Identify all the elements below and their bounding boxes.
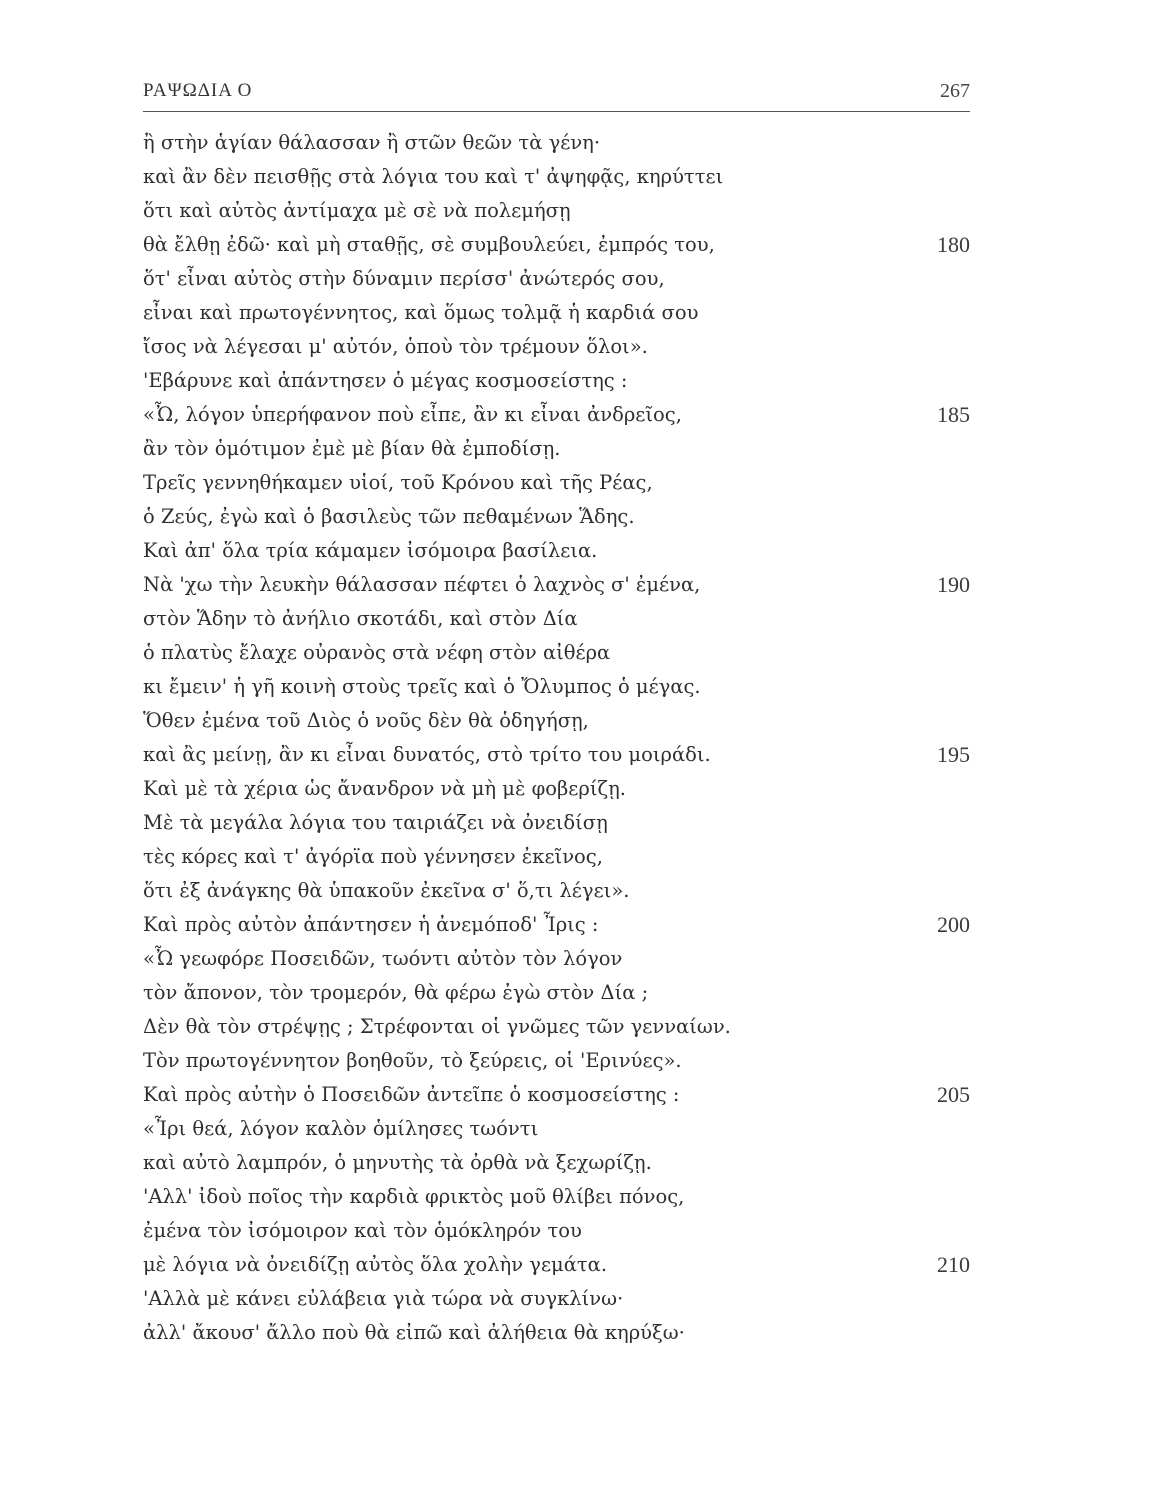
verse-text: Καὶ πρὸς αὐτὴν ὁ Ποσειδῶν ἀντεῖπε ὁ κοσμοσείστης : (143, 1083, 680, 1106)
verse-text: τὸν ἄπονον, τὸν τρομερόν, θὰ φέρω ἐγὼ στὸν Δία ; (143, 981, 649, 1004)
verse-line (143, 126, 970, 160)
verse-line (143, 228, 970, 262)
verse-text: ἢ στὴν ἁγίαν θάλασσαν ἢ στῶν θεῶν τὰ γένη· (143, 131, 601, 154)
verse-line (143, 874, 970, 908)
verse-line (143, 330, 970, 364)
verse-text: Καὶ πρὸς αὐτὸν ἀπάντησεν ἡ ἀνεμόποδ' Ἶρις : (143, 913, 599, 936)
line-number: 205 (937, 1082, 970, 1107)
running-head (143, 72, 970, 106)
verse-text: Τὸν πρωτογέννητον βοηθοῦν, τὸ ξεύρεις, οἱ 'Ερινύες». (143, 1049, 682, 1072)
verse-line (143, 738, 970, 772)
verse-block (143, 126, 970, 1350)
line-number: 200 (937, 912, 970, 937)
verse-text: ὁ Ζεύς, ἐγὼ καὶ ὁ βασιλεὺς τῶν πεθαμένων Ἅδης. (143, 505, 635, 528)
line-number: 180 (937, 232, 970, 257)
verse-text: ἂν τὸν ὁμότιμον ἐμὲ μὲ βίαν θὰ ἐμποδίσῃ. (143, 437, 561, 460)
verse-text: καὶ ἂν δὲν πεισθῇς στὰ λόγια του καὶ τ' ἀψηφᾷς, κηρύττει (143, 165, 724, 188)
verse-line (143, 806, 970, 840)
verse-text: εἶναι καὶ πρωτογέννητος, καὶ ὅμως τολμᾷ ἡ καρδιά σου (143, 301, 699, 324)
verse-line (143, 296, 970, 330)
verse-text: τὲς κόρες καὶ τ' ἀγόρϊα ποὺ γέννησεν ἐκεῖνος, (143, 845, 603, 868)
verse-text: «Ἶρι θεά, λόγον καλὸν ὁμίλησες τωόντι (143, 1117, 539, 1140)
verse-line (143, 364, 970, 398)
verse-text: Καὶ μὲ τὰ χέρια ὡς ἄνανδρον νὰ μὴ μὲ φοβερίζῃ. (143, 777, 626, 800)
verse-text: ἐμένα τὸν ἰσόμοιρον καὶ τὸν ὁμόκληρόν του (143, 1219, 582, 1242)
verse-line (143, 1044, 970, 1078)
line-number: 195 (937, 742, 970, 767)
verse-line (143, 1248, 970, 1282)
verse-line (143, 500, 970, 534)
verse-line (143, 534, 970, 568)
verse-line (143, 636, 970, 670)
verse-line (143, 160, 970, 194)
verse-line (143, 432, 970, 466)
line-number: 210 (937, 1252, 970, 1277)
verse-text: 'Αλλὰ μὲ κάνει εὐλάβεια γιὰ τώρα νὰ συγκλίνω· (143, 1287, 624, 1310)
verse-line (143, 1316, 970, 1350)
page-number: 267 (940, 80, 970, 102)
line-number: 185 (937, 402, 970, 427)
verse-text: ὁ πλατὺς ἔλαχε οὐρανὸς στὰ νέφη στὸν αἰθέρα (143, 641, 611, 664)
verse-line (143, 194, 970, 228)
verse-line (143, 466, 970, 500)
verse-line (143, 976, 970, 1010)
verse-text: Νὰ 'χω τὴν λευκὴν θάλασσαν πέφτει ὁ λαχνὸς σ' ἐμένα, (143, 573, 701, 596)
verse-line (143, 1180, 970, 1214)
verse-line (143, 1112, 970, 1146)
verse-line (143, 262, 970, 296)
verse-text: κι ἔμειν' ἡ γῆ κοινὴ στοὺς τρεῖς καὶ ὁ Ὄλυμπος ὁ μέγας. (143, 675, 701, 698)
verse-text: Καὶ ἀπ' ὅλα τρία κάμαμεν ἰσόμοιρα βασίλεια. (143, 539, 598, 562)
verse-line (143, 398, 970, 432)
verse-text: ὅτι καὶ αὐτὸς ἀντίμαχα μὲ σὲ νὰ πολεμήσῃ (143, 199, 571, 222)
verse-line (143, 1282, 970, 1316)
verse-line (143, 704, 970, 738)
verse-text: καὶ αὐτὸ λαμπρόν, ὁ μηνυτὴς τὰ ὀρθὰ νὰ ξεχωρίζῃ. (143, 1151, 652, 1174)
verse-text: στὸν Ἅδην τὸ ἀνήλιο σκοτάδι, καὶ στὸν Δία (143, 607, 578, 630)
verse-line (143, 1214, 970, 1248)
verse-text: Δὲν θὰ τὸν στρέψῃς ; Στρέφονται οἱ γνῶμες τῶν γενναίων. (143, 1015, 731, 1038)
verse-text: Ὅθεν ἐμένα τοῦ Διὸς ὁ νοῦς δὲν θὰ ὁδηγήσῃ, (143, 709, 589, 732)
verse-text: «Ὦ, λόγον ὑπερήφανον ποὺ εἶπε, ἂν κι εἶναι ἀνδρεῖος, (143, 403, 682, 426)
verse-text: 'Εβάρυνε καὶ ἀπάντησεν ὁ μέγας κοσμοσείστης : (143, 369, 628, 392)
running-title: ΡΑΨΩΔΙΑ Ο (143, 80, 253, 101)
verse-text: ἀλλ' ἄκουσ' ἄλλο ποὺ θὰ εἰπῶ καὶ ἀλήθεια θὰ κηρύξω· (143, 1321, 685, 1344)
verse-text: θὰ ἔλθῃ ἐδῶ· καὶ μὴ σταθῇς, σὲ συμβουλεύει, ἐμπρός του, (143, 233, 715, 256)
verse-line (143, 1146, 970, 1180)
verse-line (143, 840, 970, 874)
verse-text: ἴσος νὰ λέγεσαι μ' αὐτόν, ὁποὺ τὸν τρέμουν ὅλοι». (143, 335, 648, 358)
verse-text: ὅτι ἐξ ἀνάγκης θὰ ὑπακοῦν ἐκεῖνα σ' ὅ,τι λέγει». (143, 879, 630, 902)
verse-text: 'Αλλ' ἰδοὺ ποῖος τὴν καρδιὰ φρικτὸς μοῦ θλίβει πόνος, (143, 1185, 685, 1208)
verse-text: Τρεῖς γεννηθήκαμεν υἱοί, τοῦ Κρόνου καὶ τῆς Ρέας, (143, 471, 653, 494)
verse-text: μὲ λόγια νὰ ὀνειδίζῃ αὐτὸς ὅλα χολὴν γεμάτα. (143, 1253, 608, 1276)
verse-line (143, 1078, 970, 1112)
verse-text: «Ὦ γεωφόρε Ποσειδῶν, τωόντι αὐτὸν τὸν λόγον (143, 947, 623, 970)
verse-text: ὅτ' εἶναι αὐτὸς στὴν δύναμιν περίσσ' ἀνώτερός σου, (143, 267, 665, 290)
verse-text: καὶ ἂς μείνῃ, ἂν κι εἶναι δυνατός, στὸ τρίτο του μοιράδι. (143, 743, 711, 766)
verse-line (143, 602, 970, 636)
verse-line (143, 568, 970, 602)
verse-line (143, 942, 970, 976)
line-number: 190 (937, 572, 970, 597)
verse-text: Μὲ τὰ μεγάλα λόγια του ταιριάζει νὰ ὀνειδίσῃ (143, 811, 608, 834)
verse-line (143, 1010, 970, 1044)
header-rule (143, 111, 970, 112)
verse-line (143, 772, 970, 806)
verse-line (143, 670, 970, 704)
verse-line (143, 908, 970, 942)
